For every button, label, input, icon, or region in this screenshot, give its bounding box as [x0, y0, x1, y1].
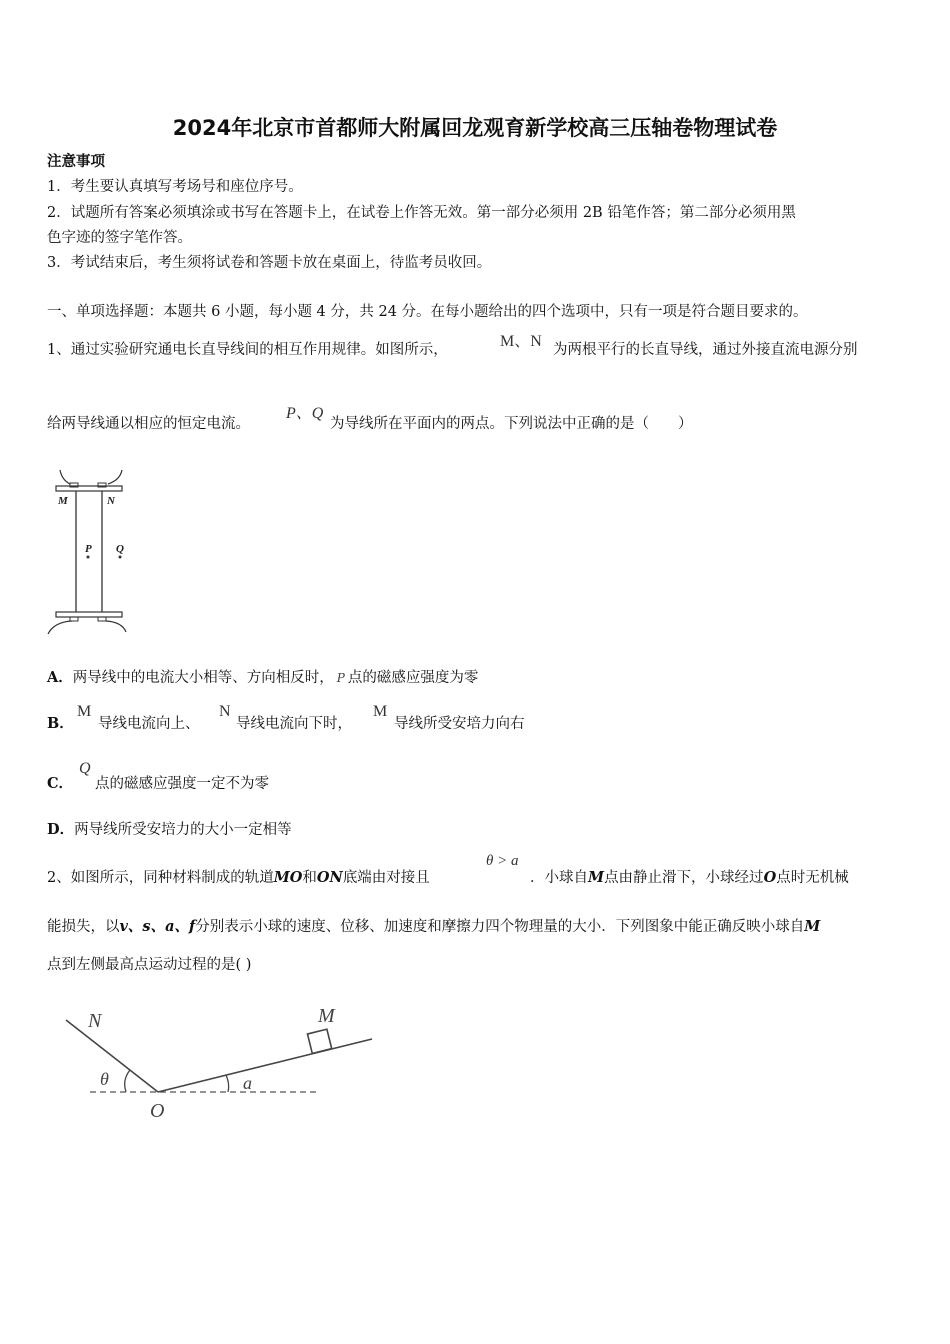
q1-option-b-text2: 导线电流向下时，: [236, 716, 352, 732]
q2-line1-a: 2、如图所示，同种材料制成的轨道: [47, 870, 274, 886]
q1-option-b-text1: 导线电流向上、: [98, 716, 200, 732]
q1-option-d-text: 两导线所受安培力的大小一定相等: [74, 822, 292, 838]
notice-heading: 注意事项: [47, 153, 105, 170]
q1-option-b-text3: 导线所受安培力向右: [394, 716, 525, 732]
q2-fig-label-n: N: [88, 1010, 102, 1032]
notice-item-3: 3．考试结束后，考生须将试卷和答题卡放在桌面上，待监考员收回。: [47, 255, 492, 271]
q2-figure: [60, 1000, 390, 1125]
q1-sym-pq: P、Q: [286, 405, 324, 422]
q1-line2-b: 为导线所在平面内的两点。下列说法中正确的是（ ）: [330, 416, 693, 432]
q2-line2-a: 能损失，以: [47, 919, 120, 935]
notice-item-2: 2．试题所有答案必须填涂或书写在答题卡上，在试卷上作答无效。第一部分必须用 2B 铅笔作答；第二部分必须用黑: [47, 205, 796, 221]
q1-option-c-letter: C．: [47, 775, 74, 792]
q1-option-c[interactable]: [47, 774, 73, 794]
q1-option-b-sym2: N: [219, 703, 231, 720]
q2-line2-b: 分别表示小球的速度、位移、加速度和摩擦力四个物理量的大小．下列图象中能正确反映小球自: [195, 919, 805, 935]
q2-o1: O: [763, 869, 777, 886]
q2-mo: MO: [273, 869, 303, 886]
q2-line1-b: 底端由对接且: [342, 870, 430, 886]
q1-line1-b: 为两根平行的长直导线，通过外接直流电源分别: [553, 342, 858, 358]
q1-option-a[interactable]: [47, 668, 478, 688]
q2-m1: M: [588, 869, 605, 886]
notice-item-2-cont: 色字迹的签字笔作答。: [47, 230, 192, 246]
q2-on: ON: [316, 869, 343, 886]
q2-line2: [47, 917, 820, 937]
q2-line1-d: 点由静止滑下，小球经过: [604, 870, 764, 886]
q1-sym-mn: M、N: [500, 333, 542, 350]
q1-option-a-text2: 点的磁感应强度为零: [347, 670, 479, 686]
q1-fig-label-q: Q: [116, 543, 124, 555]
q2-line1: [47, 868, 430, 888]
q1-option-c-text: 点的磁感应强度一定不为零: [95, 776, 269, 792]
q1-option-a-text1: 两导线中的电流大小相等、方向相反时，: [72, 670, 334, 686]
q1-option-a-sym: P: [336, 671, 345, 685]
q2-and: 和: [302, 870, 317, 886]
q1-line1-a: 1、通过实验研究通电长直导线间的相互作用规律。如图所示，: [47, 342, 448, 358]
q2-fig-label-a: a: [243, 1073, 252, 1093]
q1-line2-a: 给两导线通以相应的恒定电流。: [47, 416, 250, 432]
q1-fig-label-n: N: [107, 495, 115, 507]
q2-line1-e: 点时无机械: [776, 870, 849, 886]
q1-option-b-sym1: M: [77, 703, 92, 720]
q2-line1-tail: [530, 868, 849, 888]
q1-figure: [40, 466, 140, 638]
q2-vsaf: v、s、a、f: [119, 918, 196, 935]
q2-fig-label-o: O: [150, 1100, 165, 1122]
q1-fig-label-m: M: [58, 495, 68, 507]
q2-fig-label-m: M: [318, 1005, 335, 1027]
q1-option-d-letter: D．: [47, 821, 75, 838]
q2-line1-c: ．小球自: [530, 870, 588, 886]
q1-option-d[interactable]: [47, 820, 292, 840]
q2-line3: 点到左侧最高点运动过程的是( ): [47, 957, 252, 973]
page-title: 2024年北京市首都师大附属回龙观育新学校高三压轴卷物理试卷: [172, 116, 778, 140]
q1-option-b-sym3: M: [373, 703, 388, 720]
notice-item-1: 1．考生要认真填写考场号和座位序号。: [47, 179, 303, 195]
q1-option-c-sym: Q: [79, 760, 91, 777]
q2-fig-label-theta: θ: [100, 1069, 109, 1089]
q2-sym-cond: θ > a: [486, 853, 519, 869]
q1-fig-label-p: P: [85, 543, 92, 555]
q1-option-b-letter: B．: [47, 715, 74, 732]
q1-option-a-letter: A．: [47, 669, 73, 686]
section-heading: 一、单项选择题：本题共 6 小题，每小题 4 分，共 24 分。在每小题给出的四个选项中，只有一项是符合题目要求的。: [47, 304, 808, 320]
q2-m2: M: [804, 918, 821, 935]
q1-option-b[interactable]: [47, 714, 74, 734]
